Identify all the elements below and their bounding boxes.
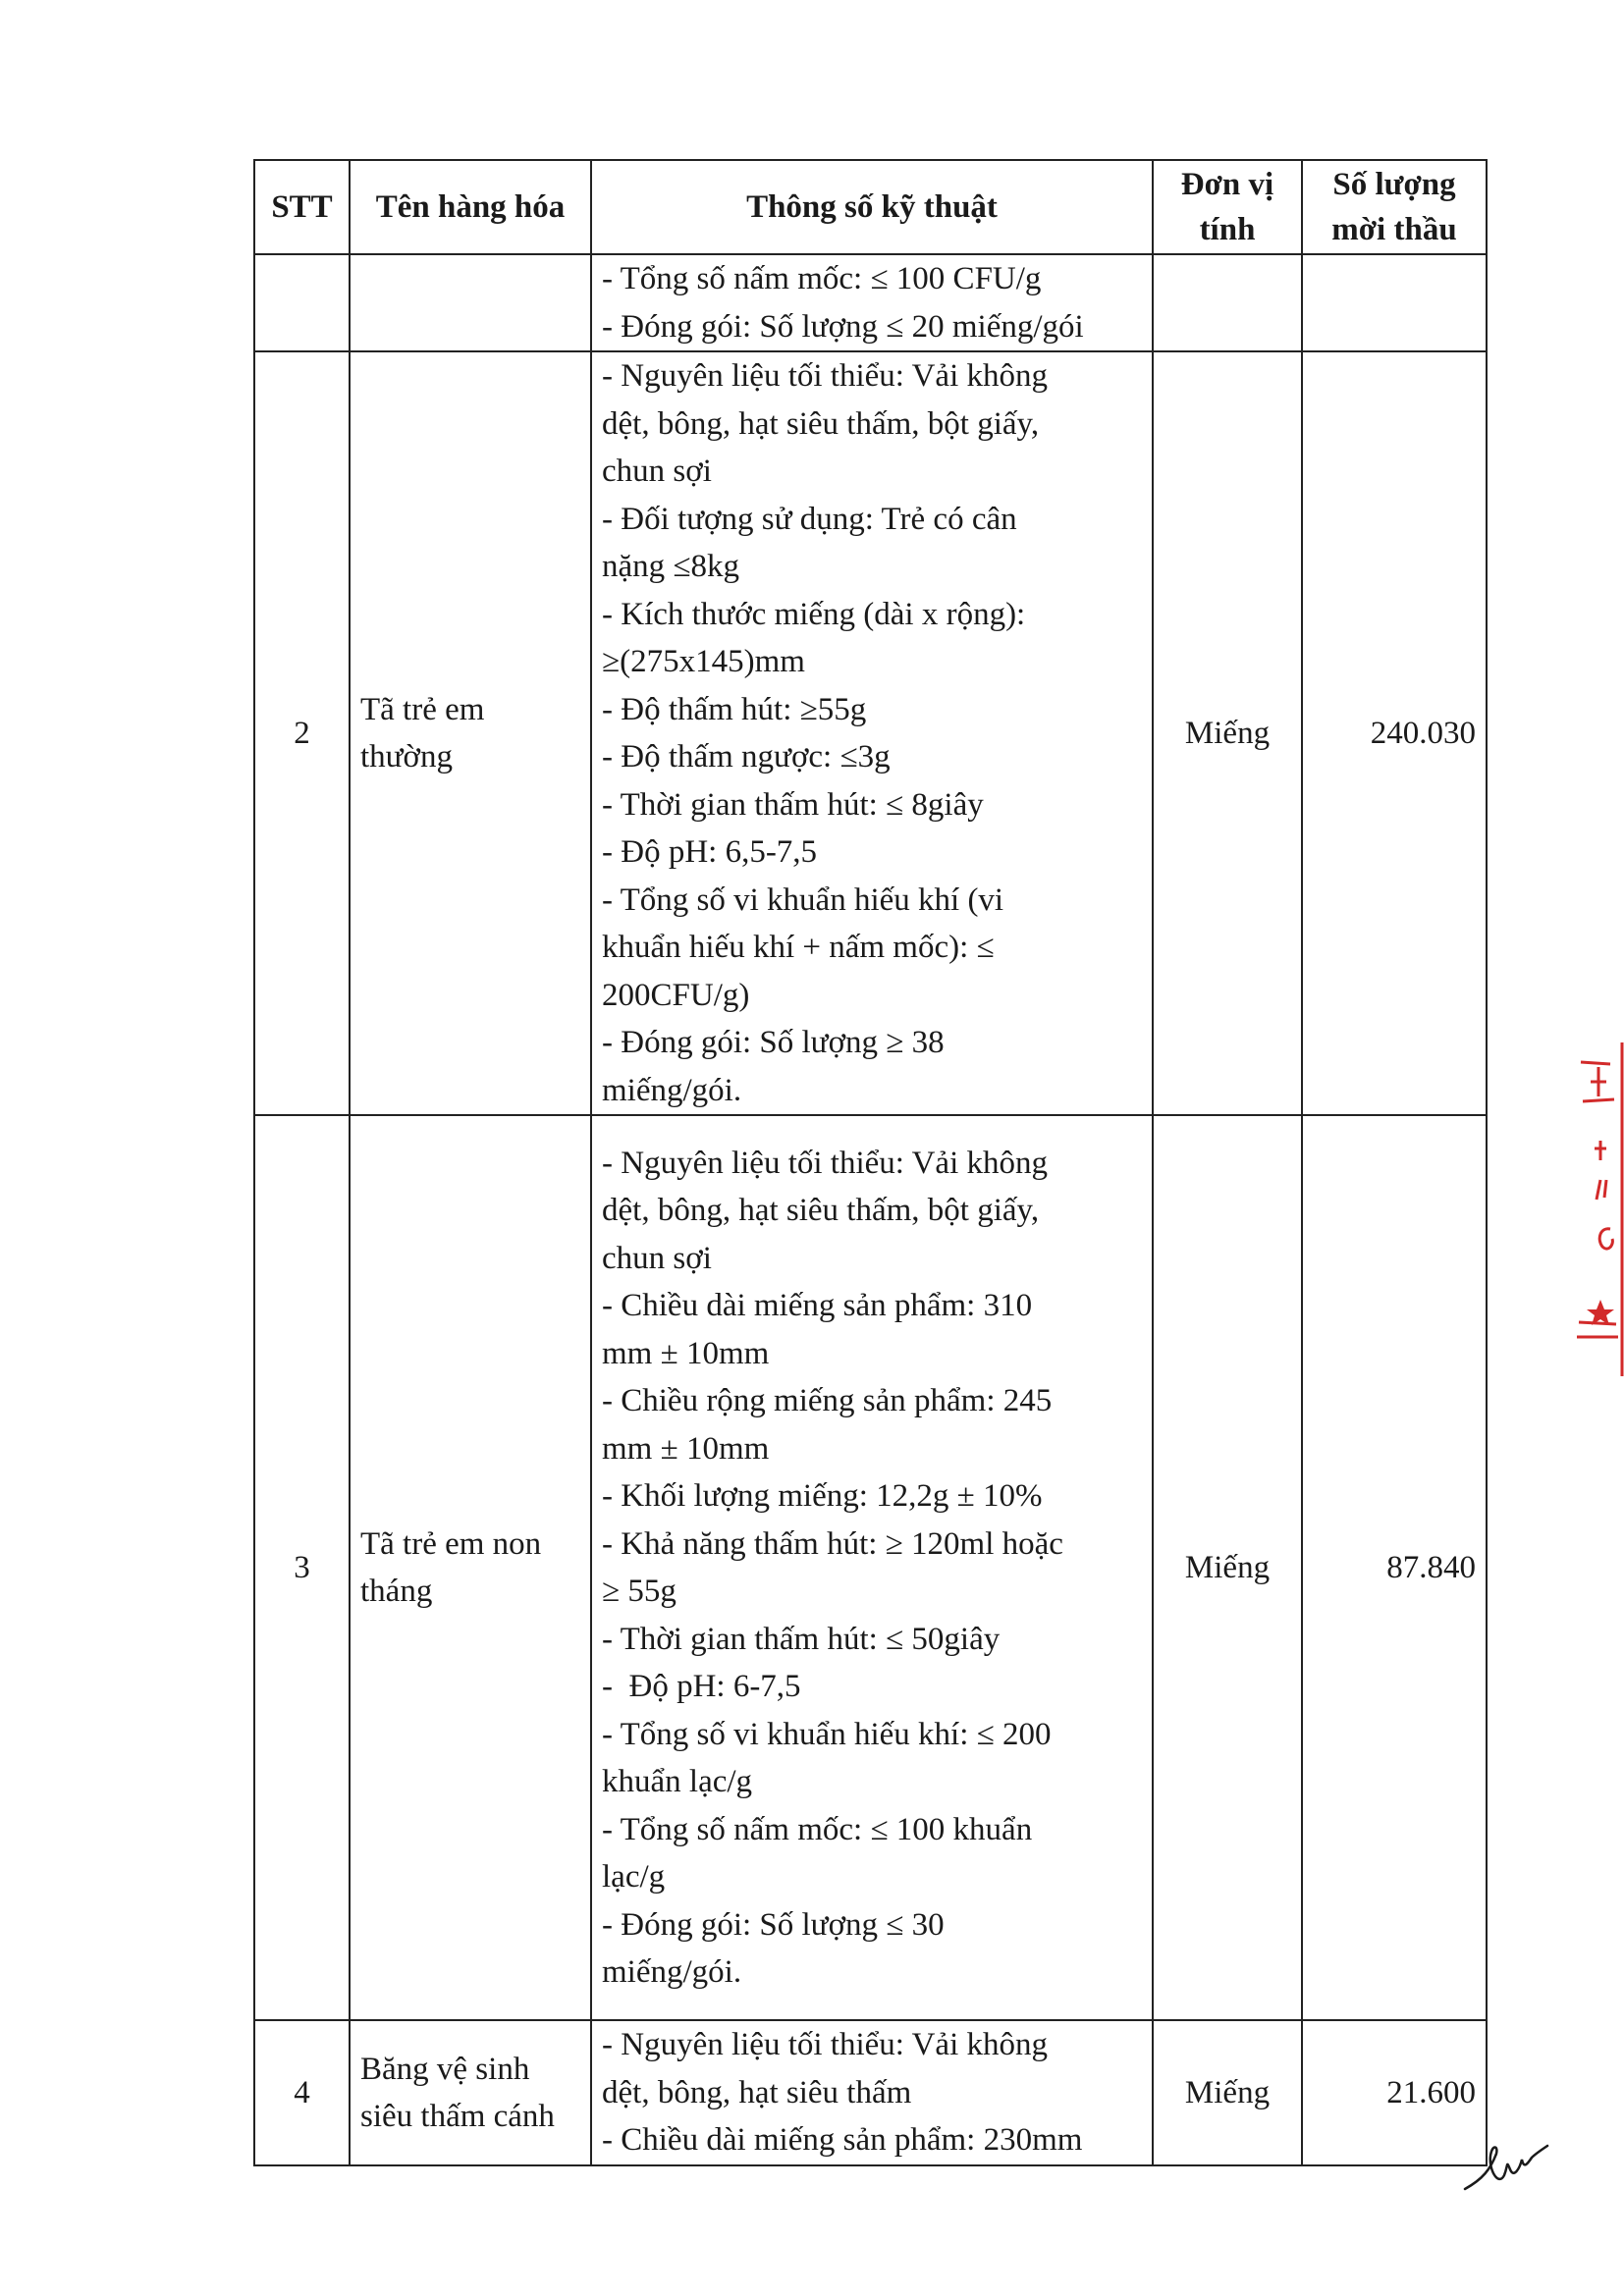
text-line: - Đóng gói: Số lượng ≤ 20 miếng/gói <box>602 308 1084 345</box>
header-unit-line2: tính <box>1199 212 1256 247</box>
text-line: - Độ thấm ngược: ≤3g <box>602 739 891 774</box>
text-line: - Độ pH: 6,5-7,5 <box>602 834 818 870</box>
cell-unit <box>1153 254 1302 351</box>
text-line: Tã trẻ em non <box>360 1525 542 1562</box>
cell-spec <box>591 254 1153 351</box>
table-row <box>254 351 1487 1115</box>
text-line: dệt, bông, hạt siêu thấm, bột giấy, <box>602 405 1040 442</box>
header-qty-line1: Số lượng <box>1332 167 1456 202</box>
text-line: - Nguyên liệu tối thiểu: Vải không <box>602 358 1048 394</box>
cell-stt <box>254 254 350 351</box>
header-qty-line2: mời thầu <box>1331 212 1457 247</box>
cell-name <box>350 2020 591 2165</box>
cell-name <box>350 254 591 351</box>
header-stt: STT <box>254 160 350 254</box>
table-row <box>254 2020 1487 2165</box>
cell-stt: 2 <box>254 351 350 1115</box>
specification-table <box>253 159 1488 2166</box>
text-line: chun sợi <box>602 454 712 489</box>
text-line: - Khối lượng miếng: 12,2g ± 10% <box>602 1478 1043 1514</box>
table-header-row <box>254 160 1487 254</box>
red-seal-stamp-icon <box>1571 1042 1624 1376</box>
text-line: mm ± 10mm <box>602 1335 770 1371</box>
text-line: - Đối tượng sử dụng: Trẻ có cân <box>602 501 1017 537</box>
text-line: khuẩn hiếu khí + nấm mốc): ≤ <box>602 930 995 965</box>
text-line: miếng/gói. <box>602 1954 742 1990</box>
text-line: - Độ pH: 6-7,5 <box>602 1669 801 1704</box>
cell-spec <box>591 2020 1153 2165</box>
header-name: Tên hàng hóa <box>350 160 591 254</box>
text-line: chun sợi <box>602 1240 712 1276</box>
text-line: dệt, bông, hạt siêu thấm, bột giấy, <box>602 1193 1040 1228</box>
text-line: nặng ≤8kg <box>602 549 740 584</box>
text-line: - Kích thước miếng (dài x rộng): <box>602 596 1026 632</box>
text-line: - Nguyên liệu tối thiểu: Vải không <box>602 1145 1048 1181</box>
text-line: tháng <box>360 1574 433 1609</box>
text-line: lạc/g <box>602 1859 666 1895</box>
cell-unit: Miếng <box>1153 1115 1302 2020</box>
cell-qty <box>1302 254 1487 351</box>
text-line: Băng vệ sinh <box>360 2051 530 2087</box>
handwritten-signature-icon <box>1463 2130 1551 2199</box>
table-row <box>254 1115 1487 2020</box>
cell-name <box>350 1115 591 2020</box>
table-row <box>254 254 1487 351</box>
text-line: khuẩn lạc/g <box>602 1764 753 1799</box>
text-line: - Đóng gói: Số lượng ≥ 38 <box>602 1025 945 1060</box>
cell-unit: Miếng <box>1153 351 1302 1115</box>
text-line: - Khả năng thấm hút: ≥ 120ml hoặc <box>602 1525 1063 1562</box>
text-line: Tã trẻ em <box>360 691 485 727</box>
text-line: ≥(275x145)mm <box>602 644 805 679</box>
text-line: - Chiều rộng miếng sản phẩm: 245 <box>602 1383 1053 1418</box>
text-line: thường <box>360 739 454 774</box>
text-line: - Thời gian thấm hút: ≤ 50giây <box>602 1621 1001 1657</box>
header-unit <box>1153 160 1302 254</box>
header-spec: Thông số kỹ thuật <box>591 160 1153 254</box>
text-line: miếng/gói. <box>602 1072 742 1108</box>
text-line: - Đóng gói: Số lượng ≤ 30 <box>602 1906 945 1943</box>
cell-qty: 240.030 <box>1302 351 1487 1115</box>
cell-unit: Miếng <box>1153 2020 1302 2165</box>
text-line: siêu thấm cánh <box>360 2099 555 2134</box>
text-line: - Chiều dài miếng sản phẩm: 310 <box>602 1288 1033 1323</box>
text-line: dệt, bông, hạt siêu thấm <box>602 2074 912 2110</box>
text-line: mm ± 10mm <box>602 1430 770 1467</box>
text-line: - Độ thấm hút: ≥55g <box>602 691 867 727</box>
header-unit-line1: Đơn vị <box>1180 167 1274 202</box>
text-line: - Tổng số vi khuẩn hiếu khí: ≤ 200 <box>602 1716 1052 1752</box>
cell-spec <box>591 351 1153 1115</box>
cell-spec <box>591 1115 1153 2020</box>
cell-name <box>350 351 591 1115</box>
cell-qty: 21.600 <box>1302 2020 1487 2165</box>
text-line: - Tổng số nấm mốc: ≤ 100 khuẩn <box>602 1811 1033 1847</box>
text-line: - Chiều dài miếng sản phẩm: 230mm <box>602 2122 1083 2159</box>
header-qty <box>1302 160 1487 254</box>
text-line: - Tổng số nấm mốc: ≤ 100 CFU/g <box>602 261 1042 296</box>
cell-stt: 3 <box>254 1115 350 2020</box>
text-line: - Nguyên liệu tối thiểu: Vải không <box>602 2027 1048 2063</box>
text-line: 200CFU/g) <box>602 977 750 1013</box>
text-line: ≥ 55g <box>602 1574 677 1609</box>
text-line: - Tổng số vi khuẩn hiếu khí (vi <box>602 881 1004 918</box>
text-line: - Thời gian thấm hút: ≤ 8giây <box>602 786 984 823</box>
cell-stt: 4 <box>254 2020 350 2165</box>
cell-qty: 87.840 <box>1302 1115 1487 2020</box>
